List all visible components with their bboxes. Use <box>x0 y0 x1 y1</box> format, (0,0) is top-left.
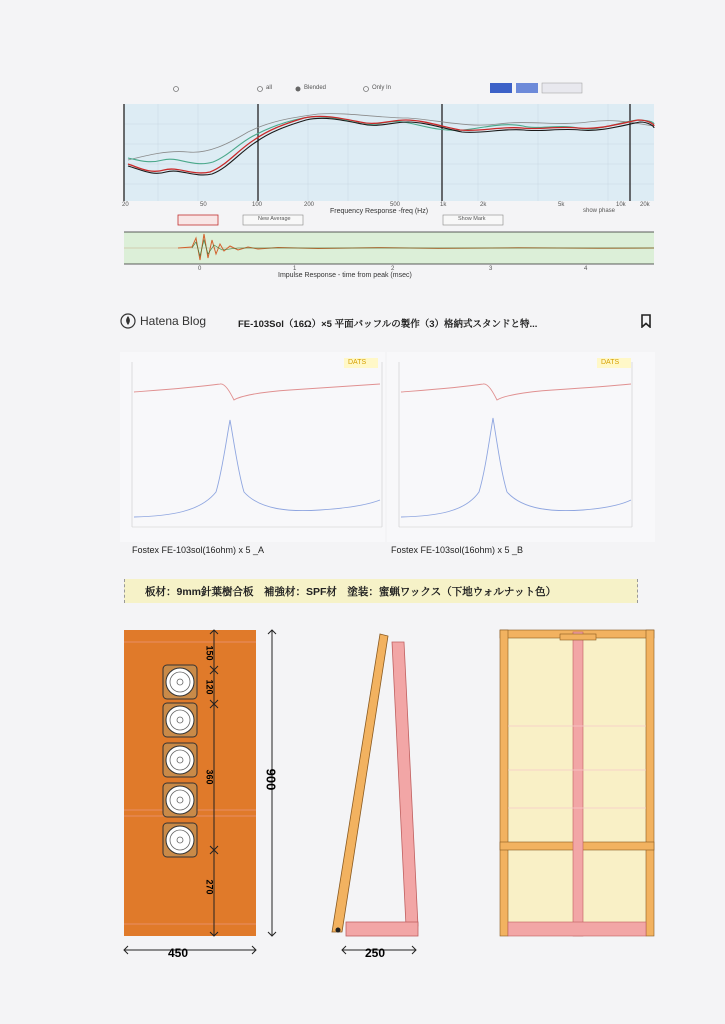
freq-tick-20: 20 <box>122 202 129 208</box>
dats-badge-b: DATS <box>601 359 620 366</box>
materials-note-text: 板材：9mm針葉樹合板 補強材：SPF材 塗装：蜜蝋ワックス（下地ウォルナット色） <box>145 586 557 598</box>
impedance-chart-a <box>120 352 385 555</box>
impedance-chart-a-graphic <box>120 352 385 542</box>
dim-label-120: 120 <box>204 679 215 695</box>
show-mark-button[interactable]: Show Mark <box>458 216 486 222</box>
impulse-axis-title: Impulse Response - time from peak (msec) <box>278 272 412 279</box>
frequency-response-panel <box>118 80 658 280</box>
blog-brand[interactable]: Hatena Blog <box>140 314 207 328</box>
new-average-button[interactable]: New Average <box>258 216 291 222</box>
filter-option-only-in[interactable]: Only In <box>372 85 392 91</box>
impulse-tick-1: 1 <box>293 266 297 272</box>
filter-option-blended[interactable]: Blended <box>304 85 327 91</box>
freq-tick-100: 100 <box>252 202 263 208</box>
freq-tick-500: 500 <box>390 202 401 208</box>
dim-label-150: 150 <box>204 645 215 661</box>
blog-post-title[interactable]: FE-103Sol（16Ω）×5 平面バッフルの製作（3）格納式スタンドと特... <box>238 319 538 330</box>
impulse-tick-0: 0 <box>198 266 202 272</box>
freq-tick-10k: 10k <box>616 202 626 208</box>
impulse-tick-2: 2 <box>391 266 395 272</box>
freq-tick-5k: 5k <box>558 202 565 208</box>
driver-units <box>163 665 197 857</box>
height-dimension-label: 900 <box>263 768 279 791</box>
materials-note <box>124 579 638 603</box>
dim-label-360: 360 <box>204 769 215 785</box>
dats-badge-a: DATS <box>348 359 367 366</box>
width-dimension-label: 450 <box>168 946 189 960</box>
impedance-chart-b-graphic <box>387 352 655 542</box>
impedance-caption-a: Fostex FE-103sol(16ohm) x 5 _A <box>132 545 265 555</box>
freq-tick-2k: 2k <box>480 202 487 208</box>
impulse-tick-3: 3 <box>489 266 493 272</box>
freq-tick-1k: 1k <box>440 202 447 208</box>
impedance-chart-b <box>387 352 655 555</box>
freq-axis-title: Frequency Response -freq (Hz) <box>330 208 429 215</box>
dim-label-270: 270 <box>204 879 215 895</box>
blog-header <box>120 310 660 334</box>
bookmark-icon[interactable] <box>640 314 652 328</box>
frequency-response-graphic <box>118 80 658 280</box>
impulse-tick-4: 4 <box>584 266 588 272</box>
filter-option-all[interactable]: all <box>266 85 273 91</box>
construction-diagram-graphic <box>110 620 670 960</box>
freq-tick-50: 50 <box>200 202 207 208</box>
freq-tick-20k: 20k <box>640 202 650 208</box>
show-phase-toggle[interactable]: show phase <box>583 208 616 214</box>
depth-dimension-label: 250 <box>365 946 386 960</box>
hatena-logo-icon <box>120 313 136 329</box>
impedance-caption-b: Fostex FE-103sol(16ohm) x 5 _B <box>391 545 524 555</box>
construction-diagram <box>110 620 670 960</box>
freq-tick-200: 200 <box>304 202 315 208</box>
